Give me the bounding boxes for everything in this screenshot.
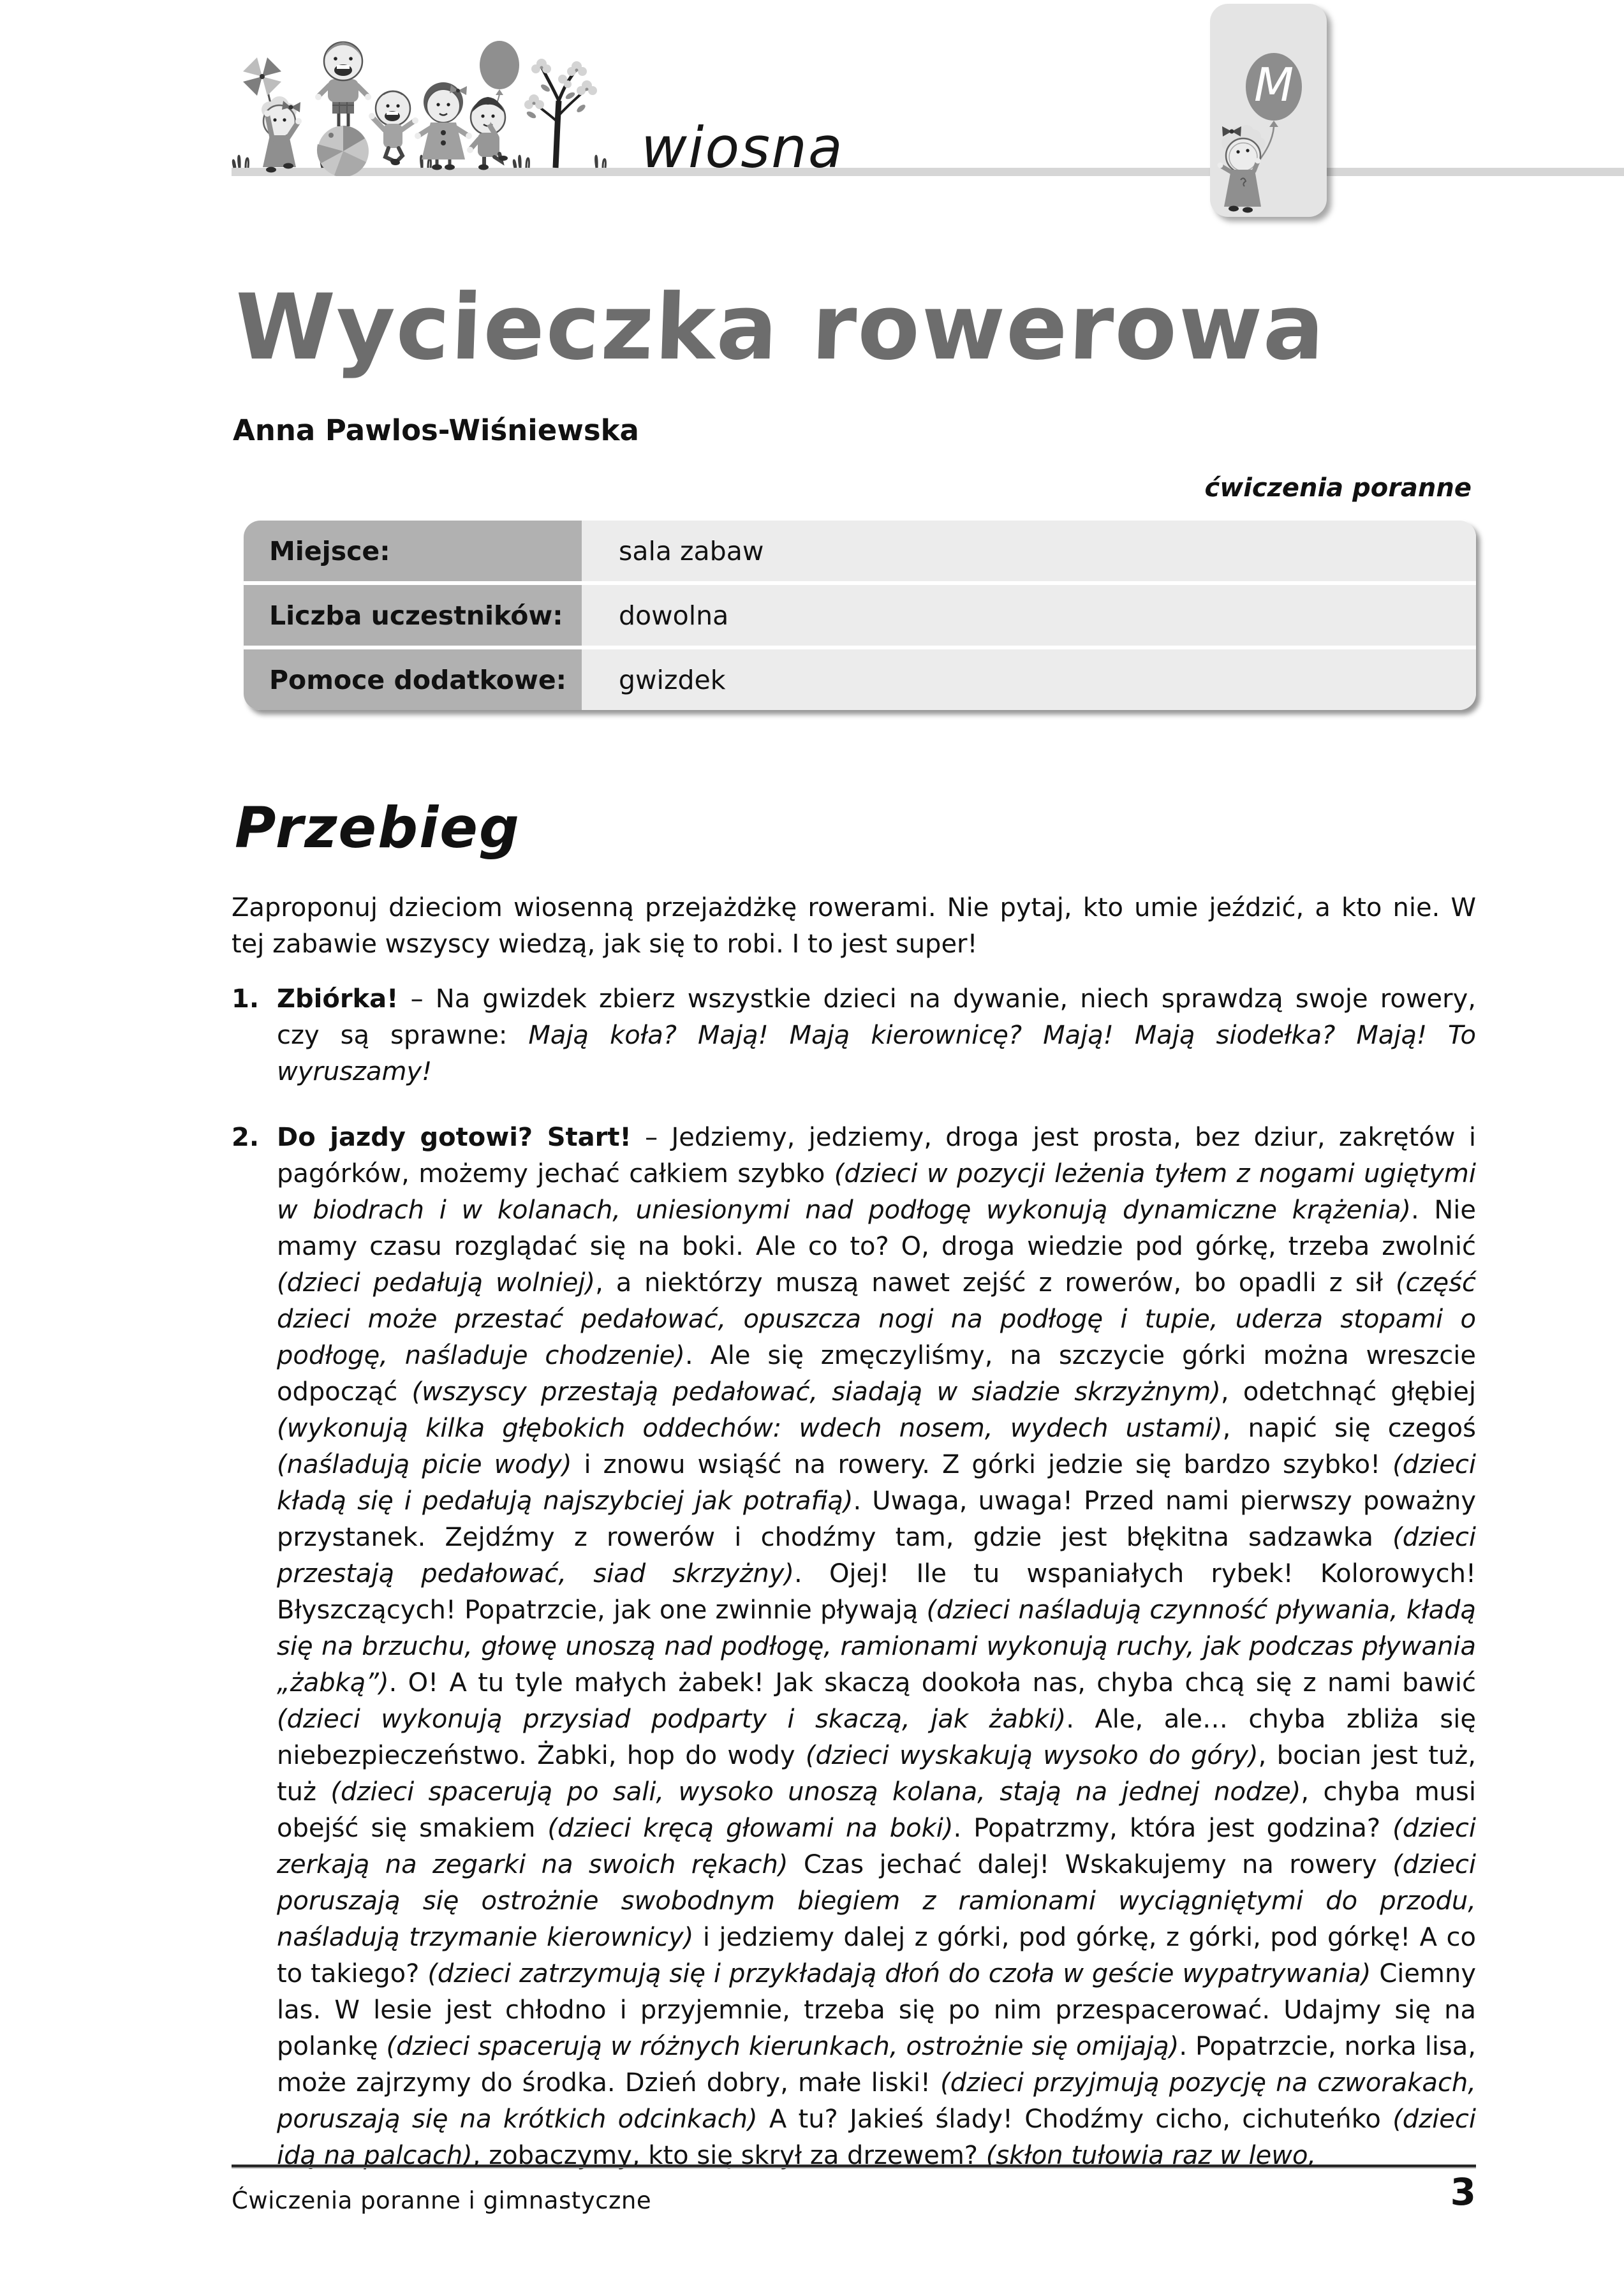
list-number: 1. <box>232 984 260 1014</box>
playing-children-illustration <box>232 26 609 176</box>
balloon-boy-icon <box>467 41 519 170</box>
list-item-text: Do jazdy gotowi? Start! – Jedziemy, jedziemy, droga jest prosta, bez dziur, zakrętów i pagórków, możemy jechać całkiem szybko (dzieci w pozycji leżenia tyłem z nogami ugiętymi w biodrach i w kolanach, uniesionymi nad podłogę wykonują dynamiczne krążenia). Nie mamy czasu rozglądać się na boki. Ale co to? O, droga wiedzie pod górkę, trzeba zwolnić (dzieci pedałują wolniej), a niektórzy muszą nawet zejść z rowerów, bo opadli z sił (część dzieci może przestać pedałować, opuszcza nogi na podłogę i tupie, uderza stopami o podłogę, naśladuje chodzenie). Ale się zmęczyliśmy, na szczycie górki można wreszcie odpocząć (wszyscy przestają pedałować, siadają w siadzie skrzyżnym), odetchnąć głębiej (wykonują kilka głębokich oddechów: wdech nosem, wydech ustami), napić się czegoś (naśladują picie wody) i znowu wsiąść na rowery. Z górki jedzie się bardzo szybko! (dzieci kładą się i pedałują najszybciej jak potrafią). Uwaga, uwaga! Przed nami pierwszy poważny przystanek. Zejdźmy z rowerów i chodźmy tam, gdzie jest błękitna sadzawka (dzieci przestają pedałować, siad skrzyżny). Ojej! Ile tu wspaniałych rybek! Kolorowych! Błyszczących! Popatrzcie, jak one zwinnie pływają (dzieci naśladują czynność pływania, kładą się na brzuchu, głowę unoszą nad podłogę, ramionami wykonują ruchy, jak podczas pływania „żabką”). O! A tu tyle małych żabek! Jak skaczą dookoła nas, chyba chcą się z nami bawić (dzieci wykonują przysiad podparty i skaczą, jak żabki). Ale, ale… chyba zbliża się niebezpieczeństwo. Żabki, hop do wody (dzieci wyskakują wysoko do góry), bocian jest tuż, tuż (dzieci spacerują po sali, wysoko unoszą kolana, stają na jednej nodze), chyba musi obejść się smakiem (dzieci kręcą głowami na boki). Popatrzmy, która jest godzina? (dzieci zerkają na zegarki na swoich rękach) Czas jechać dalej! Wskakujemy na rowery (dzieci poruszają się ostrożnie swobodnym biegiem z ramionami wyciągniętymi do przodu, naśladują trzymanie kierownicy) i jedziemy dalej z górki, pod górkę, z górki, pod górkę! A co to takiego? (dzieci zatrzymują się i przykładają dłoń do czoła w geście wypatrywania) Ciemny las. W lesie jest chłodno i przyjemnie, trzeba się po nim przespacerować. Udajmy się na polankę (dzieci spacerują w różnych kierunkach, ostrożnie się omijają). Popatrzcie, norka lisa, może zajrzymy do środka. Dzień dobry, małe liski! (dzieci przyjmują pozycję na czworakach, poruszają się na krótkich odcinkach) A tu? Jakieś ślady! Chodźmy cicho, cichuteńko (dzieci idą na palcach), zobaczymy, kto się skrył za drzewem? (skłon tułowia raz w lewo, <box>277 1123 1477 2170</box>
info-table <box>244 521 1476 710</box>
jumping-child-icon <box>369 91 418 165</box>
exercise-list <box>232 981 1476 2203</box>
row-value: gwizdek <box>582 649 1476 710</box>
table-row <box>244 585 1476 646</box>
tab-illustration <box>1210 4 1327 217</box>
section-heading: Przebieg <box>235 795 520 861</box>
row-label: Liczba uczestników: <box>244 585 582 646</box>
row-label: Miejsce: <box>244 521 582 581</box>
list-item-text: Zbiórka! – Na gwizdek zbierz wszystkie dzieci na dywanie, niech sprawdzą swoje rowery, czy są sprawne: Mają koła? Mają! Mają kierownicę? Mają! Mają siodełka? Mają! To wyruszamy! <box>277 984 1477 1086</box>
table-row <box>244 521 1476 581</box>
module-tab <box>1210 4 1327 217</box>
category-label: ćwiczenia poranne <box>1204 473 1472 503</box>
balloon-girl-icon <box>1218 125 1266 213</box>
row-value: sala zabaw <box>582 521 1476 581</box>
footer-title: Ćwiczenia poranne i gimnastyczne <box>232 2187 652 2214</box>
table-row <box>244 649 1476 710</box>
row-label: Pomoce dodatkowe: <box>244 649 582 710</box>
tab-letter: M <box>1253 58 1294 112</box>
author-name: Anna Pawlos-Wiśniewska <box>233 413 639 447</box>
page-number: 3 <box>1450 2170 1476 2214</box>
list-item <box>232 981 1476 1090</box>
list-number: 2. <box>232 1123 260 1152</box>
intro-paragraph: Zaproponuj dzieciom wiosenną przejażdżkę rowerami. Nie pytaj, kto umie jeździć, a kto nie. W tej zabawie wszyscy wiedzą, jak się to robi. I to jest super! <box>232 893 1476 959</box>
boy-on-ball-icon <box>315 42 371 176</box>
blossom-tree-icon <box>524 59 597 168</box>
bow-girl-icon <box>415 82 472 170</box>
row-value: dowolna <box>582 585 1476 646</box>
footer-divider <box>232 2165 1476 2168</box>
pinwheel-girl-icon <box>243 57 302 173</box>
page-title: Wycieczka rowerowa <box>232 275 1328 380</box>
list-item <box>232 1120 1476 2174</box>
season-label: wiosna <box>641 115 844 181</box>
